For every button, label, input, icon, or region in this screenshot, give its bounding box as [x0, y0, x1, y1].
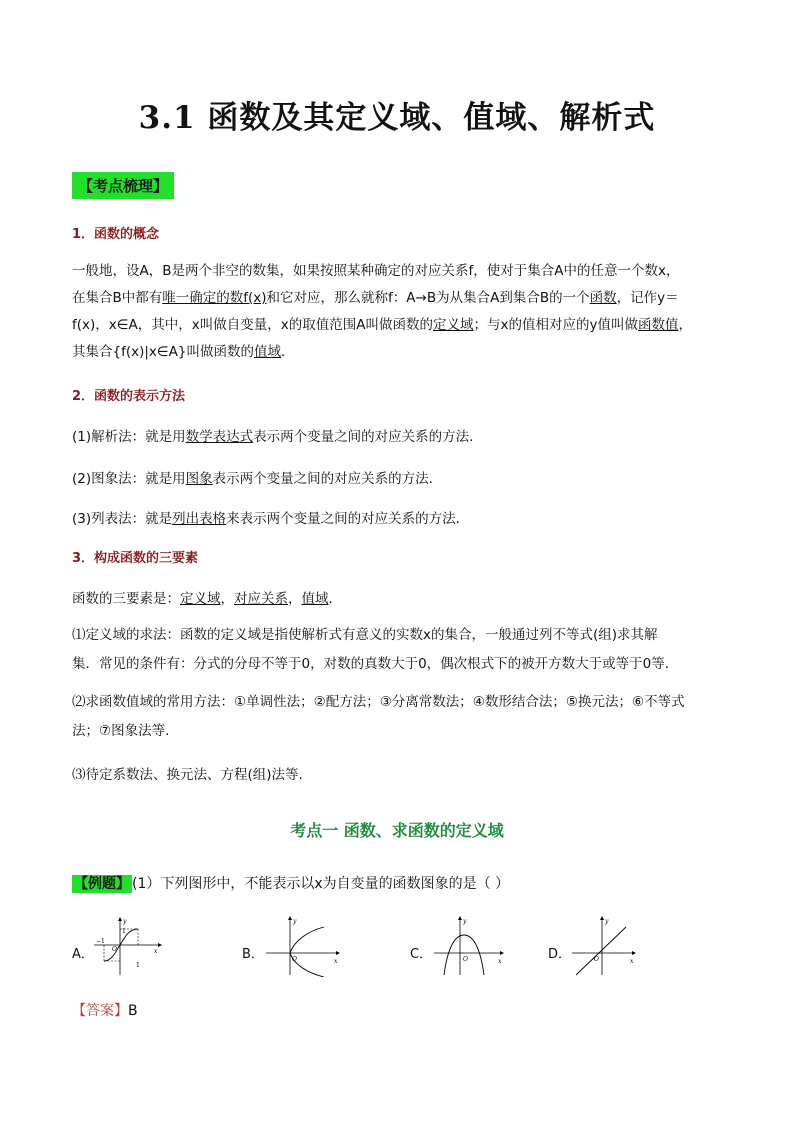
svg-text:x: x	[334, 958, 338, 965]
option-a-graph	[92, 915, 164, 977]
svg-text:y: y	[293, 918, 297, 925]
answer-value: B	[128, 1003, 138, 1019]
svg-text:O: O	[594, 956, 599, 963]
option-d-label: D．	[548, 947, 572, 962]
svg-text:1: 1	[122, 928, 126, 935]
example-question	[72, 873, 509, 893]
function-concept-paragraph: 一般地，设A，B是两个非空的数集，如果按照某种确定的对应关系f，使对于集合A中的任意一个数x， 在集合B中都有唯一确定的数f(x)和它对应，那么就称f：A→B为从集合A到集合B的一个函数，记作y＝ f(x)，x∈A，其中，x叫做自变量，x的取值范围A叫做函数的定义域；与x的值相对应的y值叫做函数值， 其集合{f(x)|x∈A}叫做函数的值域．	[72, 263, 692, 360]
example-text: (1）下列图形中，不能表示以x为自变量的函数图象的是（ ）	[132, 876, 510, 892]
answer	[72, 1000, 138, 1020]
option-d-graph	[568, 915, 640, 977]
option-c-graph	[430, 915, 510, 977]
svg-text:y: y	[605, 918, 609, 925]
heading-function-concept: 1．函数的概念	[72, 227, 160, 242]
svg-text:y: y	[463, 918, 467, 925]
option-a-label: A．	[72, 947, 94, 962]
method-table: (3)列表法：就是列出表格来表示两个变量之间的对应关系的方法．	[72, 511, 470, 527]
svg-text:O: O	[112, 946, 117, 953]
heading-representation: 2．函数的表示方法	[72, 389, 186, 404]
section-heading: 考点一 函数、求函数的定义域	[290, 821, 504, 840]
domain-methods: ⑴定义域的求法：函数的定义域是指使解析式有意义的实数x的集合，一般通过列不等式(组)求其解 集．常见的条件有：分式的分母不等于0，对数的真数大于0，偶次根式下的被开方数大于或等于0等．	[72, 627, 679, 672]
option-b-graph	[262, 915, 344, 977]
svg-text:O: O	[463, 956, 468, 963]
svg-text:y: y	[123, 918, 127, 925]
option-b-label: B．	[242, 947, 264, 962]
svg-text:x: x	[154, 948, 158, 955]
svg-text:1: 1	[136, 962, 140, 969]
expression-methods: ⑶待定系数法、换元法、方程(组)法等.	[72, 767, 303, 783]
answer-label: 【答案】	[72, 1003, 128, 1019]
svg-text:−1: −1	[96, 938, 105, 945]
method-analytic: (1)解析法：就是用数学表达式表示两个变量之间的对应关系的方法．	[72, 429, 483, 445]
svg-text:O: O	[292, 956, 297, 963]
three-elements-line: 函数的三要素是：定义域，对应关系，值域.	[72, 591, 333, 607]
method-graph: (2)图象法：就是用图象表示两个变量之间的对应关系的方法．	[72, 471, 443, 487]
svg-text:x: x	[498, 958, 502, 965]
svg-text:x: x	[630, 958, 634, 965]
heading-three-elements: 3．构成函数的三要素	[72, 551, 199, 566]
section-tag: 【考点梳理】	[72, 172, 174, 199]
page-title: 3.1 函数及其定义域、值域、解析式	[138, 100, 656, 136]
range-methods: ⑵求函数值域的常用方法：①单调性法；②配方法；③分离常数法；④数形结合法；⑤换元法；⑥不等式 法；⑦图象法等.	[72, 694, 685, 739]
option-c-label: C．	[410, 947, 433, 962]
example-label: 【例题】	[74, 876, 130, 892]
